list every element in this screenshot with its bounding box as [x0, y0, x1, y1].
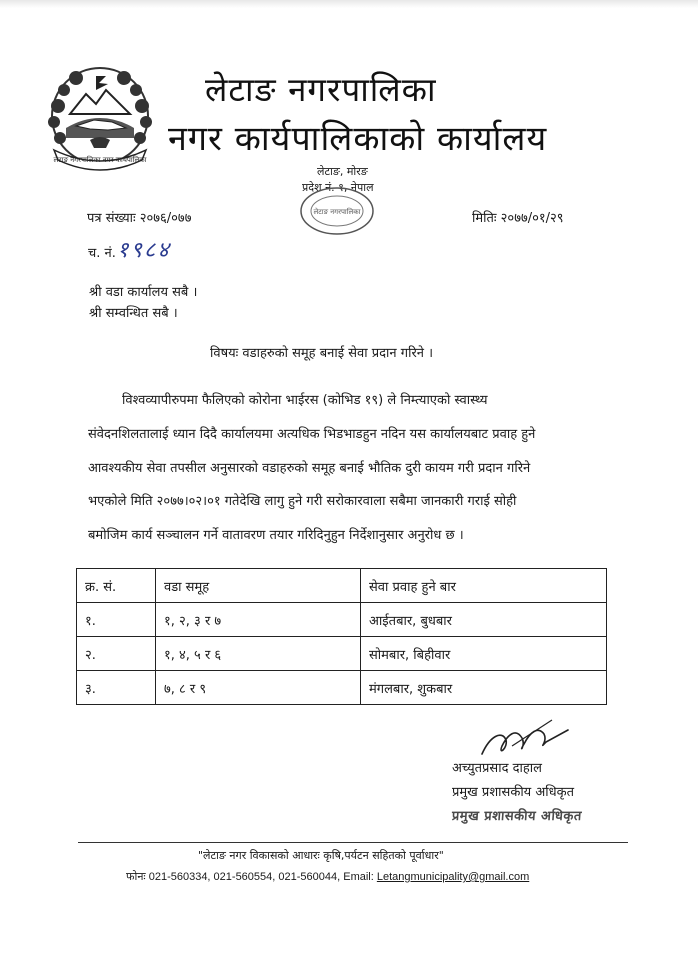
signatory-title: प्रमुख प्रशासकीय अधिकृत — [452, 785, 575, 800]
cell-serial: ३. — [77, 671, 156, 705]
address-line-1: लेटाङ, मोरङ — [317, 165, 368, 178]
table-row — [77, 637, 607, 671]
body-line: आवश्यकीय सेवा तपसील अनुसारको वडाहरुको समूह बनाई भौतिक दुरी कायम गरी प्रदान गरिने — [88, 461, 531, 476]
dispatch-number-handwritten: १९८४ — [117, 238, 171, 263]
cell-serial: १. — [77, 603, 156, 637]
body-line: भएकोले मिति २०७७।०२।०१ गतेदेखि लागु हुने गरी सरोकारवाला सबैमा जानकारी गराई सोही — [88, 494, 517, 509]
footer-motto: "लेटाङ नगर विकासको आधारः कृषि,पर्यटन सहितको पूर्वाधार" — [198, 849, 444, 862]
footer-email-link[interactable]: Letangmunicipality@gmail.com — [376, 871, 530, 883]
cell-service-days: मंगलबार, शुकबार — [361, 671, 607, 705]
footer-email-label: Email: — [343, 871, 374, 883]
table-row — [77, 603, 607, 637]
svg-text:लेटाङ नगरपालिका नगर कार्यपालिक: लेटाङ नगरपालिका नगर कार्यपालिका — [53, 156, 147, 164]
cell-ward-group: १, ४, ५ र ६ — [156, 637, 361, 671]
body-line: विश्वव्यापीरुपमा फैलिएको कोरोना भाईरस (कोभिड १९) ले निम्त्याएको स्वास्थ्य — [122, 393, 488, 408]
reference-number: पत्र संख्याः २०७६/०७७ — [87, 211, 192, 226]
body-line: बमोजिम कार्य सञ्चालन गर्ने वातावरण तयार गरिदिनुहुन निर्देशानुसार अनुरोध छ । — [88, 528, 464, 543]
footer-phones: फोनः 021-560334, 021-560554, 021-560044, — [126, 871, 341, 883]
office-name: नगर कार्यपालिकाको कार्यालय — [168, 119, 548, 159]
footer-divider — [78, 842, 628, 843]
header-serial: क्र. सं. — [77, 569, 156, 603]
footer-contact — [126, 869, 529, 884]
table-header-row — [77, 569, 607, 603]
municipality-name: लेटाङ नगरपालिका — [205, 70, 437, 109]
cell-ward-group: १, २, ३ र ७ — [156, 603, 361, 637]
cell-service-days: सोमबार, बिहीवार — [361, 637, 607, 671]
address-line-2: प्रदेश नं. १, नेपाल — [302, 181, 374, 194]
recipient-line: श्री सम्वन्धित सबै । — [89, 306, 178, 321]
office-stamp-icon — [298, 186, 376, 236]
table-row — [77, 671, 607, 705]
header-ward-group: वडा समूह — [156, 569, 361, 603]
dispatch-label: च. नं. — [88, 246, 116, 261]
recipient-line: श्री वडा कार्यालय सबै । — [89, 285, 198, 300]
designation-stamp: प्रमुख प्रशासकीय अधिकृत — [451, 809, 583, 824]
subject-line: विषयः वडाहरुको समूह बनाई सेवा प्रदान गरिने । — [210, 346, 434, 361]
cell-serial: २. — [77, 637, 156, 671]
letter-date: मितिः २०७७/०१/२९ — [472, 211, 564, 226]
signatory-name: अच्युतप्रसाद दाहाल — [452, 761, 542, 776]
scan-edge — [0, 0, 698, 8]
schedule-table — [76, 568, 607, 705]
cell-service-days: आईतबार, बुधबार — [361, 603, 607, 637]
body-line: संवेदनशिलतालाई ध्यान दिदै कार्यालयमा अत्यधिक भिडभाडहुन नदिन यस कार्यालयबाट प्रवाह हुने — [88, 427, 536, 442]
cell-ward-group: ७, ८ र ९ — [156, 671, 361, 705]
header-service-days: सेवा प्रवाह हुने बार — [361, 569, 607, 603]
svg-text:लेटाङ नगरपालिका: लेटाङ नगरपालिका — [313, 208, 361, 216]
nepal-emblem-icon — [36, 56, 164, 174]
